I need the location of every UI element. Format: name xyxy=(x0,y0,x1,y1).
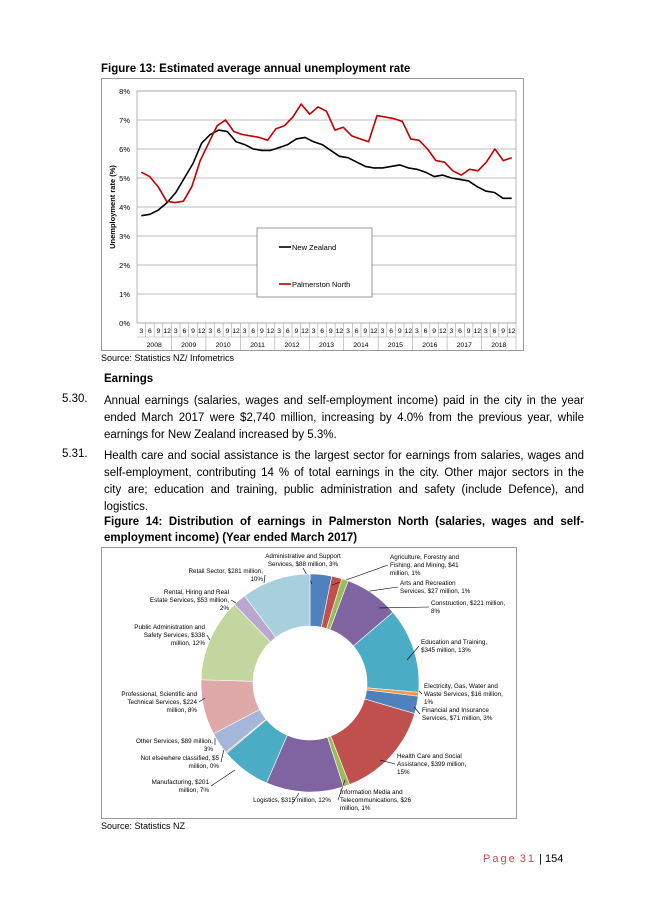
x-tick-month: 3 xyxy=(380,328,385,335)
earnings-chart-svg xyxy=(102,548,516,818)
y-tick-label: 5% xyxy=(119,174,130,183)
x-tick-year: 2015 xyxy=(387,342,403,349)
slice-label xyxy=(134,624,205,647)
slice-label-line: Fishing; and Mining, $41 xyxy=(390,562,459,569)
x-tick-month: 9 xyxy=(501,328,505,335)
legend-label: New Zealand xyxy=(292,243,337,252)
page-total: 154 xyxy=(545,853,564,865)
x-tick-month: 9 xyxy=(156,328,161,335)
x-tick-month: 9 xyxy=(363,328,368,335)
paragraph-line: city are; education and training, public administration and safety (include Defence), and xyxy=(104,484,584,496)
figure-14-source: Source: Statistics NZ xyxy=(101,821,186,831)
paragraph-line: ended March 2017 were $2,740 million, increasing by 4.0% from the previous year, while xyxy=(104,412,584,424)
y-axis-label: Unemployment rate (%) xyxy=(108,165,117,249)
slice-label-line: million, 12% xyxy=(171,640,205,647)
slice-label-line: Safety Services, $338 xyxy=(143,632,205,639)
chart-legend xyxy=(257,228,372,297)
x-tick-month: 6 xyxy=(216,328,221,335)
slice-label-line: Estate Services, $53 million, xyxy=(149,597,229,604)
x-tick-month: 9 xyxy=(225,328,230,335)
paragraph-line: self-employment, contributing 14 % of total earnings in the city. Other major sectors in the xyxy=(104,467,584,479)
y-tick-label: 8% xyxy=(119,87,130,96)
paragraph-5-31 xyxy=(104,448,584,516)
slice-label-line: Administrative and Support xyxy=(265,553,341,560)
slice-label-line: 8% xyxy=(431,608,441,615)
x-tick-month: 9 xyxy=(294,328,299,335)
paragraph-5-31-number: 5.31. xyxy=(62,448,88,460)
x-tick-month: 6 xyxy=(320,328,325,335)
paragraph-5-30 xyxy=(104,393,584,444)
slice-label xyxy=(340,789,412,812)
slice-label xyxy=(253,797,331,804)
slice-label-line: Retail Sector, $281 million, xyxy=(188,568,263,575)
page-separator: | xyxy=(539,853,542,865)
slice-label-line: Logistics, $315 million, 12% xyxy=(253,797,331,804)
y-tick-label: 6% xyxy=(119,145,130,154)
slice-label xyxy=(188,568,263,583)
x-tick-year: 2017 xyxy=(456,342,472,349)
slice-label-line: $345 million, 13% xyxy=(421,647,471,654)
paragraph-5-30-number: 5.30. xyxy=(62,393,88,405)
x-tick-month: 3 xyxy=(242,328,247,335)
slice-label-line: million, 7% xyxy=(178,787,209,794)
slice-label-line: Services, $27 million, 1% xyxy=(400,588,471,595)
x-tick-month: 12 xyxy=(163,328,171,335)
y-tick-label: 4% xyxy=(119,203,130,212)
leader-line xyxy=(221,749,224,762)
earnings-donut-chart xyxy=(101,547,517,819)
slice-label-line: Not elsewhere classified, $5 xyxy=(140,755,219,762)
slice-label xyxy=(121,691,197,714)
figure-14-title-line-2: employment income) (Year ended March 2017) xyxy=(104,532,358,544)
x-tick-month: 12 xyxy=(404,328,413,335)
x-tick-year: 2012 xyxy=(284,342,300,349)
x-tick-month: 3 xyxy=(173,328,178,335)
y-tick-label: 2% xyxy=(119,261,130,270)
slice-label xyxy=(390,554,459,577)
slice-label-line: Electricity, Gas, Water and xyxy=(424,683,498,690)
figure-13-source: Source: Statistics NZ/ Infometrics xyxy=(101,353,235,363)
slice-label xyxy=(421,639,487,654)
x-tick-month: 12 xyxy=(507,328,516,335)
leader-line xyxy=(332,565,388,585)
slice-label-line: Health Care and Social xyxy=(397,753,462,760)
x-tick-year: 2018 xyxy=(491,342,507,349)
slice-label xyxy=(136,738,213,753)
figure-13-title: Figure 13: Estimated average annual unemployment rate xyxy=(101,63,411,75)
slice-label-line: 1% xyxy=(424,699,434,706)
x-tick-month: 12 xyxy=(335,328,344,335)
x-tick-month: 9 xyxy=(432,328,437,335)
slice-label-line: Arts and Recreation xyxy=(400,580,456,587)
slice-label-line: Public Administration and xyxy=(134,624,205,631)
slice-label-line: million, 0% xyxy=(188,763,219,770)
x-tick-month: 3 xyxy=(415,328,419,335)
x-tick-month: 6 xyxy=(182,328,187,335)
slice-label xyxy=(397,753,467,776)
y-tick-label: 0% xyxy=(119,319,130,328)
figure-14-title-line-1: Figure 14: Distribution of earnings in Palmerston North (salaries, wages and self- xyxy=(104,516,584,528)
x-tick-month: 9 xyxy=(397,328,402,335)
page-footer xyxy=(483,853,563,865)
slice-label-line: Information Media and xyxy=(340,789,403,796)
slice-label-line: Manufacturing, $201 xyxy=(151,779,209,786)
x-tick-year: 2013 xyxy=(318,342,335,349)
x-tick-month: 3 xyxy=(346,328,350,335)
slice-label-line: 2% xyxy=(219,605,229,612)
x-tick-month: 3 xyxy=(208,328,213,335)
x-tick-month: 9 xyxy=(328,328,333,335)
earnings-heading: Earnings xyxy=(104,373,154,385)
paragraph-line: Annual earnings (salaries, wages and self-employment income) paid in the city in the year xyxy=(104,395,584,407)
leader-line xyxy=(211,770,235,786)
x-tick-year: 2010 xyxy=(215,342,231,349)
slice-label-line: 3% xyxy=(203,746,213,753)
slice-label xyxy=(400,580,471,595)
leader-line xyxy=(264,575,265,583)
slice-label-line: Financial and Insurance xyxy=(422,707,489,714)
slice-label-line: 15% xyxy=(397,769,410,776)
slice-label xyxy=(424,683,503,706)
slice-label xyxy=(431,600,505,615)
page-word: Page xyxy=(483,853,517,865)
slice-label-line: Assistance, $399 million, xyxy=(397,761,467,768)
paragraph-line: Health care and social assistance is the largest sector for earnings from salaries, wages and xyxy=(104,450,584,462)
slice-label-line: million, 1% xyxy=(340,805,371,812)
x-tick-year: 2016 xyxy=(422,342,438,349)
x-tick-month: 3 xyxy=(139,328,144,335)
x-tick-month: 12 xyxy=(301,328,309,335)
x-tick-month: 6 xyxy=(354,328,359,335)
x-tick-month: 9 xyxy=(466,328,471,335)
x-tick-month: 12 xyxy=(439,328,447,335)
slice-label-line: Agriculture, Forestry and xyxy=(390,554,459,561)
y-tick-label: 1% xyxy=(119,290,130,299)
x-tick-month: 6 xyxy=(492,328,497,335)
paragraph-line: earnings for New Zealand increased by 5.3%. xyxy=(104,429,337,441)
x-tick-month: 12 xyxy=(266,328,275,335)
x-tick-month: 3 xyxy=(277,328,282,335)
x-tick-month: 6 xyxy=(251,328,256,335)
slice-label-line: Waste Services, $16 million, xyxy=(424,691,503,698)
y-tick-label: 7% xyxy=(119,116,130,125)
legend-label: Palmerston North xyxy=(292,280,351,289)
slice-label xyxy=(422,707,493,722)
unemployment-chart-svg xyxy=(102,79,523,350)
x-tick-year: 2009 xyxy=(181,342,197,349)
leader-line xyxy=(207,635,210,640)
x-tick-month: 6 xyxy=(423,328,428,335)
x-tick-month: 12 xyxy=(232,328,240,335)
x-tick-month: 12 xyxy=(473,328,482,335)
x-tick-month: 3 xyxy=(483,328,488,335)
x-tick-month: 6 xyxy=(389,328,393,335)
x-tick-month: 3 xyxy=(311,328,316,335)
slice-label xyxy=(141,755,220,770)
x-tick-month: 6 xyxy=(148,328,152,335)
leader-line xyxy=(419,691,422,694)
y-tick-label: 3% xyxy=(119,232,130,241)
slice-label xyxy=(150,589,230,612)
slice-label-line: million, 8% xyxy=(166,707,197,714)
x-tick-year: 2011 xyxy=(250,342,265,349)
slice-label-line: 10% xyxy=(250,576,263,583)
slice-label xyxy=(152,779,210,794)
slice-label-line: Services, $71 million, 3% xyxy=(422,715,493,722)
slice-label-line: Other Services, $89 million, xyxy=(136,738,213,745)
x-tick-year: 2014 xyxy=(353,342,369,349)
slice-label xyxy=(265,553,341,568)
slice-label-line: Telecommunications, $26 xyxy=(340,797,412,804)
x-tick-year: 2008 xyxy=(146,342,162,349)
slice-label-line: Technical Services, $224 xyxy=(127,699,197,706)
slice-label-line: Services, $88 million, 3% xyxy=(267,561,339,568)
unemployment-line-chart xyxy=(101,78,524,351)
slice-label-line: million, 1% xyxy=(390,570,421,577)
x-tick-month: 9 xyxy=(191,328,195,335)
slice-label-line: Rental, Hiring and Real xyxy=(163,589,229,596)
slice-label-line: Professional, Scientific and xyxy=(121,691,197,698)
slice-label-line: Construction, $221 million, xyxy=(431,600,506,607)
x-tick-month: 6 xyxy=(285,328,290,335)
x-tick-month: 12 xyxy=(370,328,378,335)
x-tick-month: 3 xyxy=(449,328,454,335)
x-tick-month: 12 xyxy=(197,328,206,335)
leader-line xyxy=(231,600,236,603)
x-tick-month: 6 xyxy=(458,328,462,335)
paragraph-line: logistics. xyxy=(104,501,149,513)
page-number: 31 xyxy=(519,853,537,865)
slice-label-line: Education and Training, xyxy=(421,639,488,646)
x-tick-month: 9 xyxy=(260,328,264,335)
